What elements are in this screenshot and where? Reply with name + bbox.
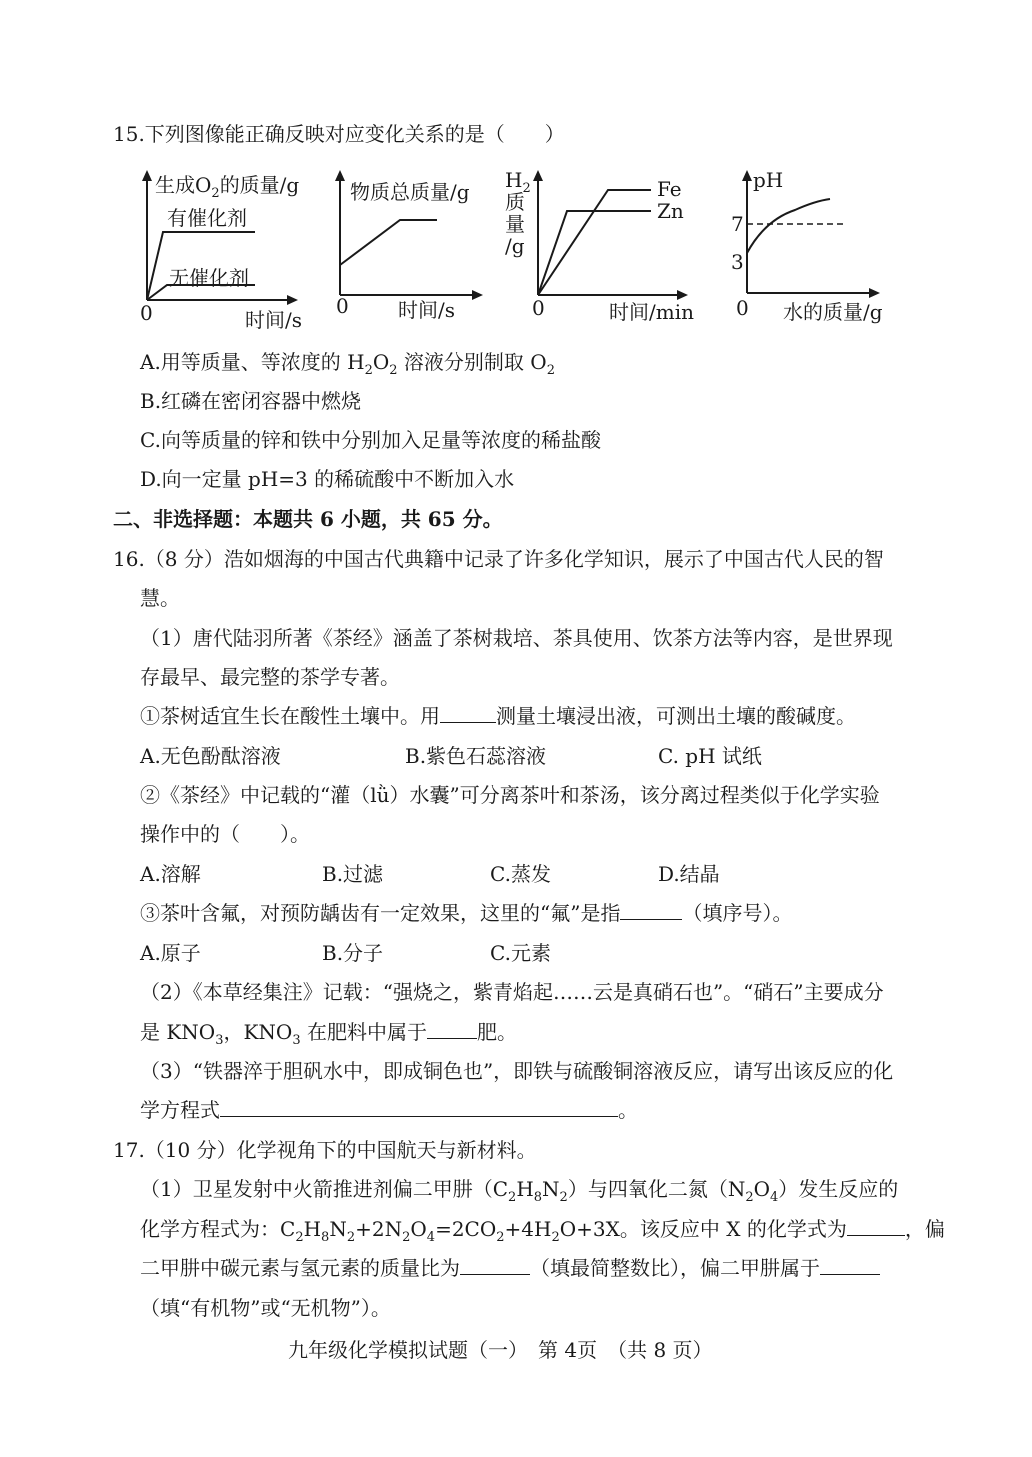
q16-s2-line1: ②《茶经》中记载的“灌（lǜ）水囊”可分离茶叶和茶汤，该分离过程类似于化学实验 (140, 783, 880, 807)
chart-c-origin: 0 (532, 296, 545, 320)
chart-c-xlabel: 时间/min (609, 300, 694, 324)
q16-p3-line1: （3）“铁器淬于胆矾水中，即成铜色也”，即铁与硫酸铜溶液反应，请写出该反应的化 (140, 1059, 894, 1083)
chart-c-x-arrow (677, 290, 688, 300)
q17-line2: 化学方程式为：$C_2H_8N_2+2N_2O_4=2CO_2+4H_2O+3X$。该反应中 X 的化学式为 ，偏 (140, 1217, 945, 1245)
q16-p2-line2: 是 $KNO_3$，$KNO_3$ 在肥料中属于 肥。 (140, 1020, 517, 1048)
chart-b-y-arrow (335, 170, 345, 181)
chart-b-line (340, 220, 437, 265)
chart-c-ylabel-4: /g (505, 234, 525, 258)
q16-p1-line2: 存最早、最完整的茶学专著。 (140, 665, 400, 689)
q16-s3-option-a: A.原子 (140, 941, 201, 965)
q16-p2-blank[interactable] (427, 1018, 477, 1039)
q15-option-a: A.用等质量、等浓度的 $H_2O_2$ 溶液分别制取 $O_2$ (140, 350, 555, 378)
chart-c-series-fe: Fe (657, 177, 682, 201)
chart-c-ylabel-3: 量 (505, 212, 525, 236)
chart-a-origin: 0 (140, 301, 153, 325)
q15-stem: 15.下列图像能正确反映对应变化关系的是（ ） (113, 122, 565, 146)
chart-c-ylabel-2: 质 (505, 190, 525, 214)
chart-d-x-arrow (869, 288, 880, 298)
q16-s1-option-c: C. pH 试纸 (658, 744, 762, 768)
q17-ratio-blank[interactable] (460, 1254, 530, 1275)
chart-b-xlabel: 时间/s (398, 298, 456, 322)
chart-c-svg (505, 165, 705, 335)
chart-b (330, 165, 500, 335)
q17-line4: （填“有机物”或“无机物”）。 (140, 1296, 391, 1320)
q17-line3: 二甲肼中碳元素与氢元素的质量比为 （填最简整数比），偏二甲肼属于 (140, 1254, 880, 1282)
q16-s3-option-c: C.元素 (490, 941, 551, 965)
q17-x-formula-blank[interactable] (847, 1215, 905, 1236)
q16-s2-option-d: D.结晶 (658, 862, 720, 886)
chart-d-curve (747, 199, 830, 253)
q16-stem-1: 16.（8 分）浩如烟海的中国古代典籍中记录了许多化学知识，展示了中国古代人民的智 (113, 547, 884, 571)
chart-d-ylabel: pH (753, 168, 784, 192)
q16-s2-line2: 操作中的（ ）。 (140, 822, 310, 846)
q16-s3-blank[interactable] (620, 899, 682, 920)
q15-option-d: D.向一定量 pH=3 的稀硫酸中不断加入水 (140, 467, 515, 491)
q16-s1: ①茶树适宜生长在酸性土壤中。用 测量土壤浸出液，可测出土壤的酸碱度。 (140, 704, 856, 728)
q16-p2-line1: （2）《本草经集注》记载：“强烧之，紫青焰起……云是真硝石也”。“硝石”主要成分 (140, 980, 884, 1004)
chart-c-y-arrow (533, 170, 543, 181)
chart-c-series-zn: Zn (657, 199, 684, 223)
chart-d-tick-7: 7 (731, 212, 744, 236)
q16-s1-blank[interactable] (440, 702, 496, 723)
q16-p3-line2: 学方程式 。 (140, 1098, 638, 1122)
chart-d-xlabel: 水的质量/g (783, 300, 883, 324)
q16-p1-line1: （1）唐代陆羽所著《茶经》涵盖了茶树栽培、茶具使用、饮茶方法等内容，是世界现 (140, 626, 893, 650)
q17-stem: 17.（10 分）化学视角下的中国航天与新材料。 (113, 1138, 537, 1162)
chart-b-origin: 0 (336, 294, 349, 318)
chart-d (725, 165, 905, 335)
q16-s2-option-b: B.过滤 (322, 862, 384, 886)
q17-category-blank[interactable] (820, 1254, 880, 1275)
q17-line1: （1）卫星发射中火箭推进剂偏二甲肼$(C_2H_8N_2)$与四氧化二氮$(N_2O_4)$发生反应的 (140, 1177, 899, 1205)
q16-s3: ③茶叶含氟，对预防龋齿有一定效果，这里的“氟”是指 （填序号）。 (140, 901, 793, 925)
q15-option-c: C.向等质量的锌和铁中分别加入足量等浓度的稀盐酸 (140, 428, 601, 452)
chart-b-x-arrow (472, 290, 483, 300)
q16-s1-option-a: A.无色酚酞溶液 (140, 744, 281, 768)
chart-d-svg (725, 165, 905, 335)
q16-s1-option-b: B.紫色石蕊溶液 (405, 744, 547, 768)
chart-a-ylabel: 生成$O_2$的质量/g (155, 173, 300, 201)
chart-a-y-arrow (142, 170, 152, 181)
chart-d-origin: 0 (736, 296, 749, 320)
chart-a-x-arrow (287, 295, 298, 305)
chart-a (135, 165, 315, 335)
chart-c (505, 165, 705, 335)
chart-d-tick-3: 3 (731, 250, 744, 274)
q16-s2-option-c: C.蒸发 (490, 862, 551, 886)
chart-c-line-zn (538, 211, 651, 295)
chart-c-ylabel-h: $H_2$ (505, 168, 531, 196)
chart-a-series-nocatalyst: 无催化剂 (169, 266, 249, 290)
q16-s3-option-b: B.分子 (322, 941, 384, 965)
q16-stem-2: 慧。 (140, 586, 180, 610)
section-2-heading: 二、非选择题：本题共 6 小题，共 65 分。 (113, 507, 503, 531)
chart-b-ylabel: 物质总质量/g (350, 180, 470, 204)
q16-s2-option-a: A.溶解 (140, 862, 201, 886)
chart-d-y-arrow (742, 170, 752, 181)
chart-c-line-fe (538, 190, 651, 295)
chart-a-svg (135, 165, 315, 335)
chart-b-svg (330, 165, 500, 335)
chart-a-series-catalyst: 有催化剂 (167, 206, 247, 230)
q15-option-b: B.红磷在密闭容器中燃烧 (140, 389, 362, 413)
chart-a-xlabel: 时间/s (245, 308, 303, 332)
page-footer: 九年级化学模拟试题（一） 第 4页 （共 8 页） (288, 1338, 713, 1362)
q16-p3-blank[interactable] (220, 1096, 618, 1117)
